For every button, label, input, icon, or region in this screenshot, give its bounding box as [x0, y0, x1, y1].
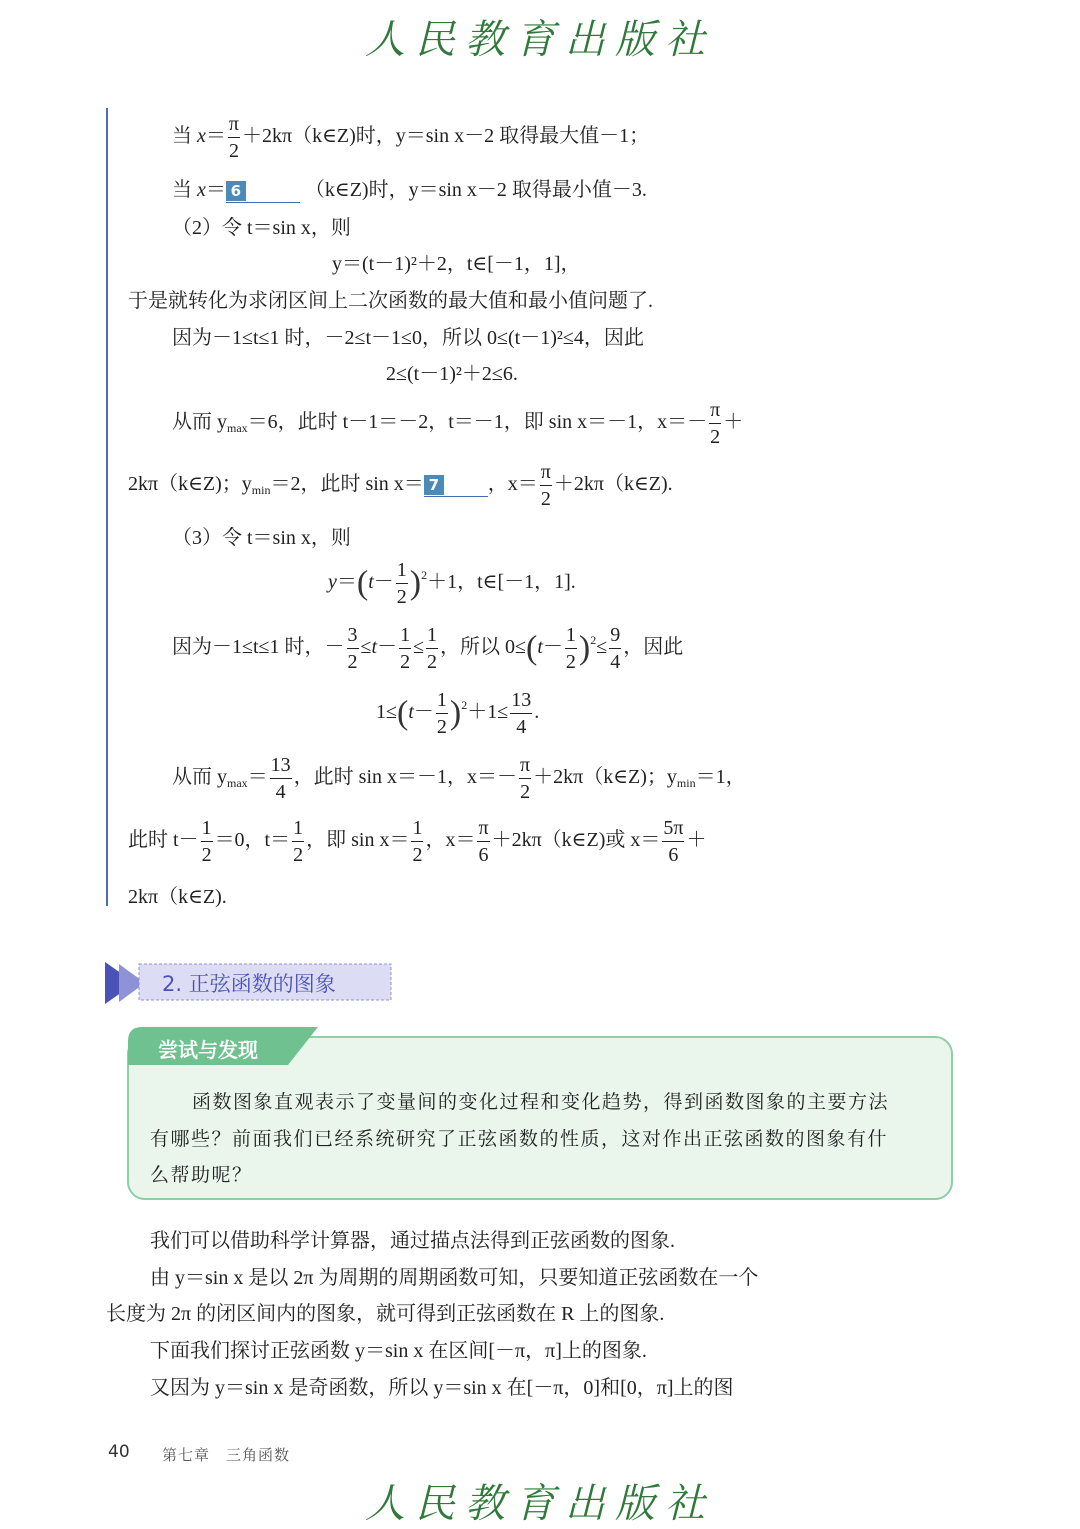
- answer-blank-6[interactable]: [226, 180, 300, 203]
- text: ，因此: [623, 636, 684, 659]
- frac-den: 4: [275, 781, 286, 803]
- frac-num: 1: [201, 818, 213, 842]
- blank-number: 7: [424, 475, 444, 495]
- text: （k∈Z)时，y＝sin x－2 取得最小值－3.: [304, 179, 647, 201]
- frac-den: 2: [400, 651, 411, 673]
- frac-num: 1: [565, 625, 577, 649]
- solution-line-1: 当 x＝ $\frac{\pi}{2}$ ＋2kπ（k∈Z)时，y＝sin x－2 取得最大值－1；: [172, 113, 650, 162]
- text: 从而 y: [172, 411, 227, 434]
- frac-num: 1: [436, 690, 448, 714]
- solution-line-16: 2kπ（k∈Z).: [128, 886, 227, 908]
- solution-margin-rule: [106, 108, 108, 906]
- text: ＋1，t∈[－1，1].: [427, 571, 576, 594]
- frac-den: 2: [520, 781, 531, 803]
- chapter-label: 第七章 三角函数: [162, 1446, 291, 1464]
- body-paragraph-1: 我们可以借助科学计算器，通过描点法得到正弦函数的图象.: [150, 1230, 675, 1252]
- frac-num: π: [709, 400, 721, 424]
- text: ，即 sin x＝: [306, 829, 410, 852]
- subscript: min: [676, 776, 696, 791]
- solution-line-12: 因为－1≤t≤1 时，－ $\frac{3}{2}$ ≤t－ $\frac{1}{2}$ ≤ $\frac{1}{2}$ ，所以 0≤(t－ $\frac{1}{2}$ )$^2$≤ $\frac{9}{4}$ ，因此: [172, 624, 684, 673]
- solution-line-13: 1≤(t－ $\frac{1}{2}$ )$^2$＋1≤ $\frac{13}{4}$ .: [376, 689, 540, 738]
- solution-line-15: 此时 t－ $\frac{1}{2}$ ＝0，t＝ $\frac{1}{2}$ ，即 sin x＝ $\frac{1}{2}$ ，x＝ $\frac{\pi}{6}$ ＋2kπ（k∈Z)或 x＝ $\frac{5\pi}{6}$ ＋: [128, 817, 707, 866]
- solution-line-5: 于是就转化为求闭区间上二次函数的最大值和最小值问题了.: [128, 290, 653, 312]
- solution-line-7: 2≤(t－1)²＋2≤6.: [386, 363, 518, 385]
- frac-num: 1: [396, 560, 408, 584]
- subscript: max: [227, 776, 248, 791]
- frac-den: 2: [347, 651, 358, 673]
- frac-num: π: [228, 114, 240, 138]
- text: ＋1≤: [467, 701, 509, 724]
- text: ＋2kπ（k∈Z)或 x＝: [491, 829, 661, 852]
- frac-num: 1: [399, 625, 411, 649]
- frac-den: 2: [436, 716, 447, 738]
- solution-line-14: 从而 $y_{max}=$ $\frac{13}{4}$ ，此时 sin x＝－1，x＝－ $\frac{\pi}{2}$ ＋2kπ（k∈Z)；$y_{min}=1$，: [172, 754, 746, 803]
- frac-den: 2: [201, 844, 212, 866]
- text: ＝0，t＝: [214, 829, 291, 852]
- page-number: 40: [108, 1442, 130, 1462]
- frac-num: 5π: [662, 818, 684, 842]
- text: ＝1，: [695, 766, 746, 789]
- solution-line-6: 因为－1≤t≤1 时，－2≤t－1≤0，所以 0≤(t－1)²≤4，因此: [172, 327, 644, 349]
- solution-line-3: （2）令 t＝sin x，则: [172, 217, 351, 239]
- text: ＋2kπ（k∈Z).: [553, 473, 673, 496]
- solution-line-2: 当 x＝ 6 （k∈Z)时，y＝sin x－2 取得最小值－3.: [172, 179, 647, 201]
- body-paragraph-3: 长度为 2π 的闭区间内的图象，就可得到正弦函数在 R 上的图象.: [106, 1303, 665, 1325]
- text: 1≤: [376, 701, 397, 724]
- frac-den: 6: [668, 844, 679, 866]
- try-box-line-2: 有哪些？前面我们已经系统研究了正弦函数的性质，这对作出正弦函数的图象有什: [150, 1128, 889, 1150]
- solution-line-8: 从而 $y_{max}=6$，此时 t－1＝－2，t＝－1，即 sin x＝－1，x＝－ $\frac{\pi}{2}$ ＋: [172, 399, 744, 448]
- solution-line-9: [128, 462, 673, 509]
- text: ，x＝: [425, 829, 476, 852]
- body-paragraph-2: 由 y＝sin x 是以 2π 为周期的周期函数可知，只要知道正弦函数在一个: [150, 1267, 759, 1289]
- frac-den: 6: [478, 844, 489, 866]
- frac-den: 2: [228, 140, 239, 162]
- frac-den: 2: [396, 586, 407, 608]
- text: 当: [172, 125, 192, 148]
- subscript: min: [251, 483, 271, 498]
- frac-den: 2: [565, 651, 576, 673]
- text: ＋2kπ（k∈Z)；y: [533, 766, 677, 789]
- frac-num: 13: [270, 755, 292, 779]
- text: ＋2kπ（k∈Z)时，y＝sin x－2 取得最大值－1；: [242, 125, 650, 148]
- try-box-line-1: 函数图象直观表示了变量间的变化过程和变化趋势，得到函数图象的主要方法: [192, 1091, 890, 1113]
- text: 2kπ（k∈Z)；y: [128, 473, 252, 496]
- text: ＝2，此时 sin x＝: [270, 473, 424, 496]
- try-box-line-3: 么帮助呢？: [150, 1164, 253, 1186]
- frac-den: 2: [412, 844, 423, 866]
- body-paragraph-5: 又因为 y＝sin x 是奇函数，所以 y＝sin x 在[－π，0]和[0，π]上的图: [150, 1377, 734, 1399]
- frac-den: 2: [710, 426, 721, 448]
- frac-num: π: [540, 462, 552, 486]
- text: 因为－1≤t≤1 时，－: [172, 636, 345, 659]
- blank-number: 6: [226, 181, 246, 201]
- frac-num: 1: [292, 818, 304, 842]
- frac-den: 2: [540, 488, 551, 510]
- solution-line-10: （3）令 t＝sin x，则: [172, 527, 351, 549]
- frac-num: π: [477, 818, 489, 842]
- publisher-logo-top: 人民教育出版社: [365, 17, 715, 63]
- frac-num: π: [519, 755, 531, 779]
- frac-den: 2: [427, 651, 438, 673]
- answer-blank-7[interactable]: [424, 474, 488, 497]
- frac-num: 1: [426, 625, 438, 649]
- frac-num: 1: [411, 818, 423, 842]
- section-title: 2. 正弦函数的图象: [162, 972, 336, 996]
- subscript: max: [227, 421, 248, 436]
- publisher-logo-bottom: 人民教育出版社: [365, 1481, 715, 1527]
- text: ，所以 0≤: [440, 636, 527, 659]
- frac-den: 4: [516, 716, 527, 738]
- frac-num: 13: [510, 690, 532, 714]
- frac-den: 4: [610, 651, 621, 673]
- frac-num: 3: [347, 625, 359, 649]
- frac-den: 2: [293, 844, 304, 866]
- text: ，此时 sin x＝－1，x＝－: [293, 766, 518, 789]
- try-discover-label: 尝试与发现: [158, 1038, 258, 1062]
- frac-num: 9: [609, 625, 621, 649]
- solution-line-4: y＝(t－1)²＋2，t∈[－1，1]，: [332, 253, 581, 275]
- text: 从而 y: [172, 766, 227, 789]
- solution-line-11: y＝(t－ $\frac{1}{2}$ )$^2$＋1，t∈[－1，1].: [328, 559, 576, 608]
- body-paragraph-4: 下面我们探讨正弦函数 y＝sin x 在区间[－π，π]上的图象.: [150, 1340, 647, 1362]
- text: 当: [172, 179, 192, 201]
- text: 此时 t－: [128, 829, 199, 852]
- text: ＝6，此时 t－1＝－2，t＝－1，即 sin x＝－1，x＝－: [247, 411, 708, 434]
- text: ，x＝: [487, 473, 538, 496]
